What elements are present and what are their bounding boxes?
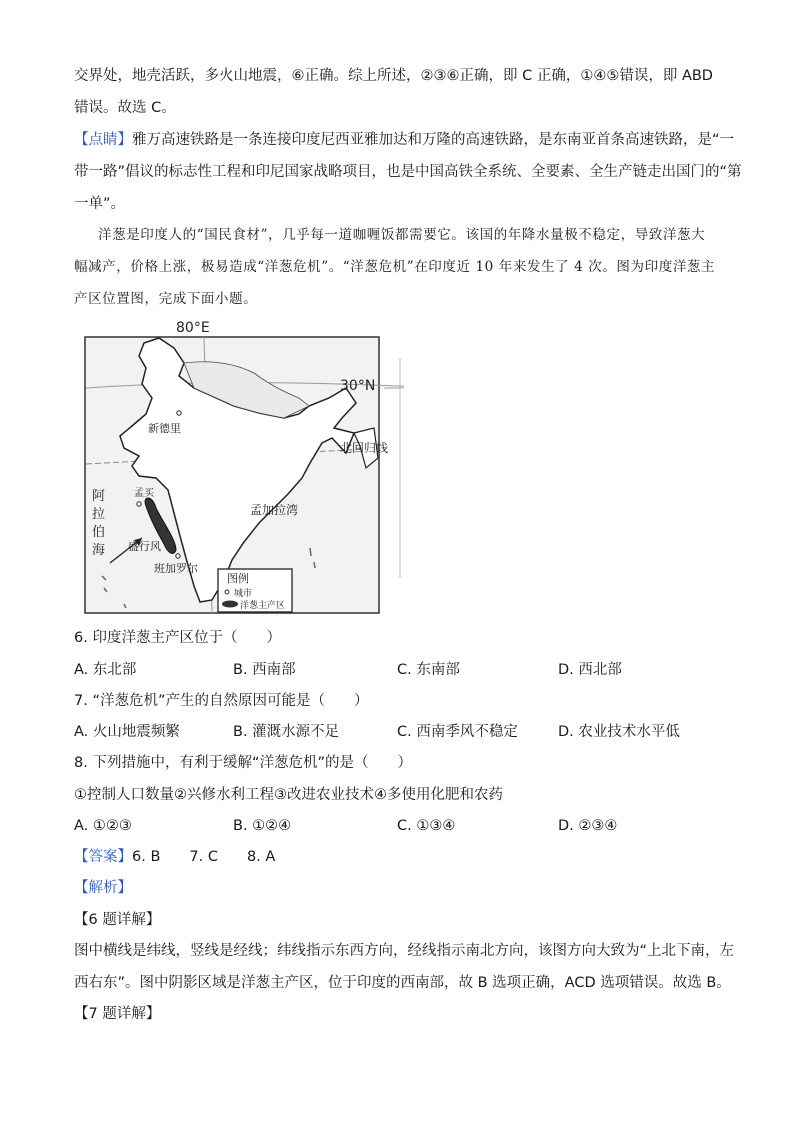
city-marker-bangalore: [176, 554, 180, 558]
q7-option-d: D. 农业技术水平低: [558, 724, 680, 740]
arabian-sea-label: 阿: [92, 489, 106, 504]
longitude-label: 80°E: [176, 320, 210, 336]
city-label-bangalore: 班加罗尔: [154, 562, 198, 575]
latitude-label: 30°N: [340, 378, 376, 394]
q6-detail-label: 【6 题详解】: [74, 912, 161, 928]
answer-line: [74, 847, 734, 867]
city-marker-mumbai: [137, 502, 141, 506]
q6-option-a: A. 东北部: [74, 662, 137, 678]
q8-option-c: C. ①③④: [397, 818, 456, 834]
q6-option-b: B. 西南部: [233, 662, 296, 678]
paragraph-line: 错误。故选 C。: [74, 100, 176, 116]
q7-option-b: B. 灌溉水源不足: [233, 724, 340, 740]
city-label-mumbai: 孟买: [134, 488, 154, 499]
q6-detail-line: 图中横线是纬线，竖线是经线；纬线指示东西方向，经线指示南北方向，该图方向大致为“上北下南，左: [74, 943, 735, 959]
answer-label: 【答案】: [74, 849, 132, 865]
arabian-sea-label: 伯: [92, 525, 106, 540]
question-8-stem: 8. 下列措施中，有利于缓解“洋葱危机”的是（ ）: [74, 755, 412, 771]
paragraph-line: 带一路”倡议的标志性工程和印尼国家战略项目，也是中国高铁全系统、全要素、全生产链走出国门的“第: [74, 164, 742, 180]
intro-line: 产区位置图，完成下面小题。: [74, 291, 258, 307]
q6-detail-line: 西右东”。图中阴影区域是洋葱主产区，位于印度的西南部，故 B 选项正确，ACD 选项错误。故选 B。: [74, 975, 731, 991]
q7-option-c: C. 西南季风不稳定: [397, 724, 518, 740]
india-onion-map: [84, 318, 404, 618]
map-svg: [84, 318, 404, 618]
question-8-statements: ①控制人口数量②兴修水利工程③改进农业技术④多使用化肥和农药: [74, 787, 503, 803]
wind-label: 盛行风: [128, 540, 161, 553]
q8-option-b: B. ①②④: [233, 818, 292, 834]
point-paragraph: [74, 130, 734, 150]
q8-option-a: A. ①②③: [74, 818, 132, 834]
answer-text: 6. B 7. C 8. A: [132, 849, 276, 865]
point-label: 【点睛】: [74, 132, 132, 148]
legend-title: 图例: [227, 572, 249, 585]
question-7-stem: 7. “洋葱危机”产生的自然原因可能是（ ）: [74, 693, 369, 709]
arabian-sea-label: 海: [92, 543, 106, 558]
q7-detail-label: 【7 题详解】: [74, 1006, 161, 1022]
tropic-label: 北回归线: [340, 441, 389, 455]
paragraph-line: 交界处，地壳活跃，多火山地震，⑥正确。综上所述，②③⑥正确，即 C 正确，①④⑤错误，即 ABD: [74, 68, 713, 84]
intro-line: 洋葱是印度人的“国民食材”，几乎每一道咖喱饭都需要它。该国的年降水量极不稳定，导致洋葱大: [98, 227, 706, 243]
question-6-stem: 6. 印度洋葱主产区位于（ ）: [74, 630, 281, 646]
q6-option-d: D. 西北部: [558, 662, 622, 678]
q6-option-c: C. 东南部: [397, 662, 460, 678]
point-text: 雅万高速铁路是一条连接印度尼西亚雅加达和万隆的高速铁路，是东南亚首条高速铁路，是“一: [132, 132, 735, 148]
arabian-sea-label: 拉: [92, 507, 106, 522]
city-marker-new-delhi: [177, 411, 181, 415]
q8-option-d: D. ②③④: [558, 818, 618, 834]
legend-onion-label: 洋葱主产区: [240, 601, 286, 611]
legend-city-symbol: [225, 590, 229, 594]
legend-city-label: 城市: [234, 589, 253, 599]
analysis-label: 【解析】: [74, 880, 132, 896]
paragraph-line: 一单”。: [74, 196, 126, 212]
bay-of-bengal-label: 孟加拉湾: [250, 503, 299, 517]
q7-option-a: A. 火山地震频繁: [74, 724, 180, 740]
scan-edge: [399, 358, 401, 578]
city-label-new-delhi: 新德里: [148, 422, 181, 435]
legend-onion-symbol: [222, 601, 238, 608]
intro-line: 幅减产，价格上涨，极易造成“洋葱危机”。“洋葱危机”在印度近 10 年来发生了 4 次。图为印度洋葱主: [74, 259, 716, 275]
